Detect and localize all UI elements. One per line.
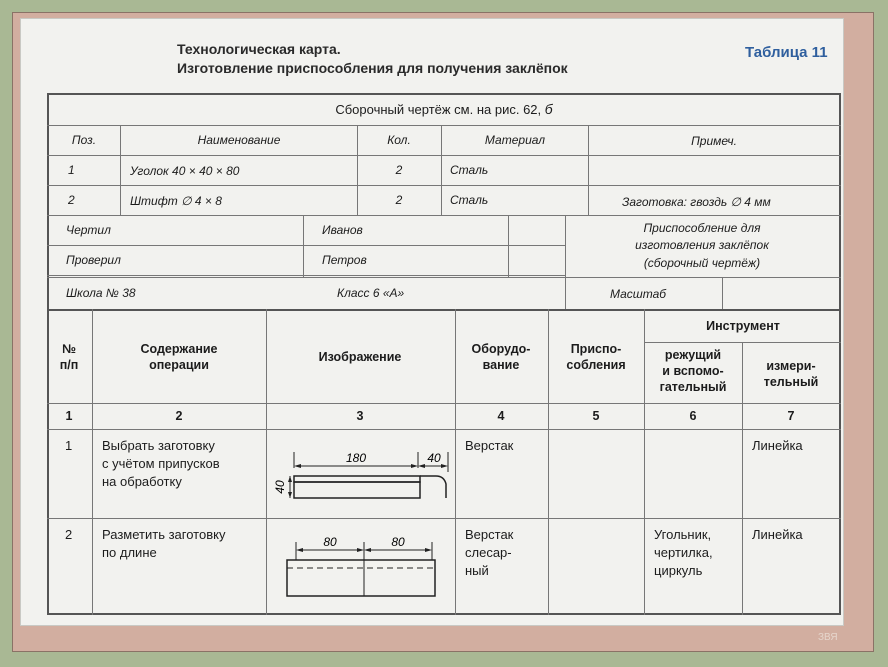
op-measuring: Линейка [752,438,803,453]
op-number: 2 [65,527,73,542]
op-equipment-line: слесар- [465,545,512,560]
header-image: Изображение [318,350,402,364]
grid-line [645,342,841,343]
header-content-2: операции [149,358,209,372]
grid-line [47,429,841,430]
grid-line [266,309,267,615]
arrow-icon [411,464,418,468]
column-number: 4 [497,409,505,423]
op-cutting-tools [654,526,713,580]
arrow-icon [425,548,432,552]
blank-outline [287,560,435,596]
op-content-line: по длине [102,545,157,560]
grid-line [47,125,841,126]
part-material: Сталь [450,163,489,177]
grid-line [565,215,566,309]
arrow-icon [296,548,303,552]
title-line-1: Технологическая карта. [177,41,341,57]
doc-title-line-1: Приспособление для [643,221,761,235]
dim-height: 40 [273,480,287,494]
grid-line [47,185,841,186]
checked-name: Петров [322,253,367,267]
arrow-icon [288,476,292,482]
arrow-icon [294,464,301,468]
school-label: Школа № 38 [66,286,136,300]
grid-line [548,309,549,615]
grid-line [644,309,645,615]
grid-line [722,277,723,309]
class-label: Класс 6 «А» [337,286,405,300]
part-pos: 1 [68,163,75,177]
dim-left: 80 [323,535,337,549]
doc-title-line-2: изготовления заклёпок [635,238,769,252]
op-equipment: Верстак [465,438,514,453]
arrow-icon [357,548,364,552]
grid-line [47,245,565,246]
op-cutting-line: Угольник, [654,527,712,542]
blank-body [294,482,420,498]
header-content-1: Содержание [140,342,218,356]
column-number: 6 [689,409,697,423]
op-content-line: на обработку [102,474,182,489]
header-cutting-2: и вспомо- [662,364,724,378]
op-equipment [465,526,513,580]
op-content-line: с учётом припусков [102,456,220,471]
header-pos: Поз. [71,133,97,147]
part-name: Штифт ∅ 4 × 8 [130,194,222,208]
part-qty: 2 [395,163,403,177]
header-cutting-3: гательный [659,380,727,394]
op-equipment-line: ный [465,563,489,578]
grid-line [441,125,442,215]
table-number: Таблица 11 [745,44,828,61]
header-equipment-2: вание [482,358,520,372]
grid-line [742,342,743,615]
grid-line [47,403,841,404]
grid-line [588,125,589,215]
part-note: Заготовка: гвоздь ∅ 4 мм [622,195,771,209]
dim-length: 180 [345,451,367,465]
part-pos: 2 [68,193,75,207]
op-measuring: Линейка [752,527,803,542]
part-qty: 2 [395,193,403,207]
grid-line [303,215,304,277]
op-content [102,437,220,491]
header-equipment-1: Оборудо- [471,342,531,356]
header-num-2: п/п [59,358,79,372]
grid-line [92,309,93,615]
grid-line [47,518,841,519]
op-cutting-line: циркуль [654,563,703,578]
arrow-icon [418,464,425,468]
assembly-ref-text: Сборочный чертёж см. на рис. 62, [335,102,542,117]
op-content-line: Разметить заготовку [102,527,226,542]
column-number: 5 [592,409,600,423]
op-number: 1 [65,438,73,453]
header-note: Примеч. [691,134,737,148]
arrow-icon [288,492,292,498]
column-number: 7 [787,409,795,423]
grid-line [47,155,841,156]
op-cutting-line: чертилка, [654,545,713,560]
drew-name: Иванов [322,223,363,237]
title-line-2: Изготовление приспособления для получения заклёпок [177,60,568,76]
header-num-1: № [62,342,76,356]
header-material: Материал [484,133,546,147]
grid-line [357,125,358,215]
header-qty: Кол. [387,133,411,147]
dim-right: 80 [391,535,405,549]
header-name: Наименование [197,133,281,147]
blank-end [420,476,446,498]
drew-label: Чертил [66,223,111,237]
column-number: 2 [175,409,183,423]
grid-line [47,215,841,216]
checked-label: Проверил [66,253,121,267]
header-cutting-1: режущий [664,348,722,362]
header-tool: Инструмент [706,319,780,333]
arrow-icon [441,464,448,468]
marking-sketch [268,530,454,602]
grid-line [508,215,509,277]
grid-line [47,275,565,276]
header-measuring-2: тельный [763,375,819,389]
grid-line [455,309,456,615]
part-name: Уголок 40 × 40 × 80 [130,164,240,178]
blank-top [294,476,420,482]
blank-sketch [268,446,454,508]
op-equipment-line: Верстак [465,527,514,542]
scale-label: Масштаб [610,287,667,301]
grid-line [47,309,841,311]
assembly-ref-letter: б [544,101,553,117]
dim-allowance: 40 [427,451,441,465]
op-content-line: Выбрать заготовку [102,438,215,453]
header-measuring-1: измери- [766,359,816,373]
header-fixtures-1: Приспо- [570,342,622,356]
grid-line [120,125,121,215]
column-number: 3 [356,409,364,423]
op-content [102,526,225,562]
doc-title-line-3: (сборочный чертёж) [643,256,761,270]
arrow-icon [364,548,371,552]
document-title [177,40,568,78]
header-fixtures-2: собления [566,358,626,372]
part-material: Сталь [450,193,489,207]
column-number: 1 [65,409,73,423]
watermark: ЗВЯ [818,632,838,643]
